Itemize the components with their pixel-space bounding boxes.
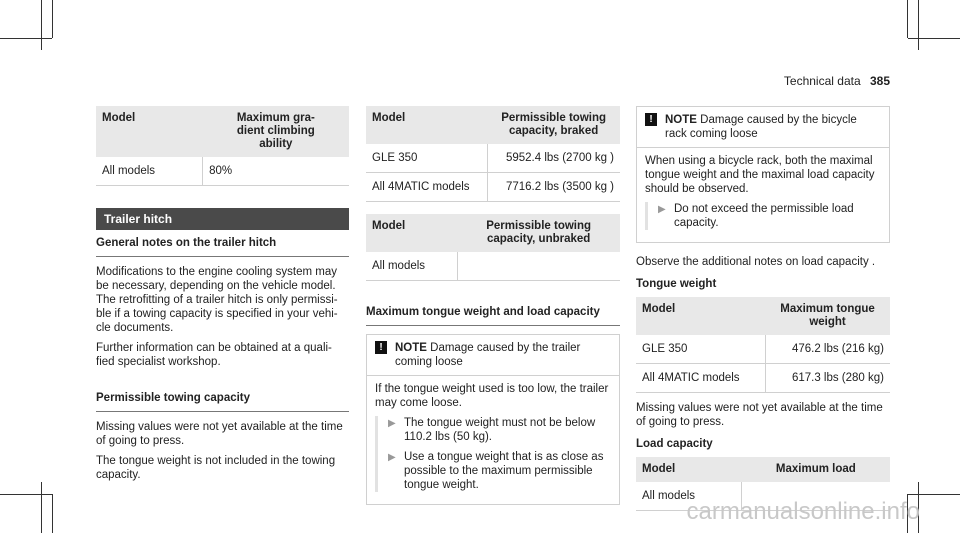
table-header: Permissible towing capacity, unbraked <box>457 214 620 252</box>
list-item <box>388 450 611 492</box>
table-cell: All 4MATIC models <box>366 173 487 202</box>
arrow-right-icon: ▶ <box>658 204 666 215</box>
table-cell: 476.2 lbs (216 kg) <box>765 335 890 364</box>
crop-mark <box>0 38 52 39</box>
table-header: Model <box>636 297 765 335</box>
crop-mark <box>52 494 53 533</box>
table-header: Model <box>366 106 487 144</box>
crop-mark <box>908 494 960 495</box>
table-header: Model <box>366 214 457 252</box>
table-header: Model <box>96 106 203 157</box>
table-cell: 5952.4 lbs (2700 kg ) <box>487 144 620 173</box>
note-title: Damage caused by the bicycle rack coming loose <box>665 114 857 140</box>
section-heading: Maximum tongue weight and load capacity <box>366 299 620 326</box>
crop-mark <box>908 38 960 39</box>
braked-table <box>366 106 620 202</box>
table-cell: All models <box>636 482 742 511</box>
arrow-right-icon: ▶ <box>388 418 396 429</box>
note-title: Damage caused by the trailer coming loose <box>395 342 581 368</box>
note-body: If the tongue weight used is too low, the trailer may come loose. <box>375 383 609 409</box>
table-cell: All 4MATIC models <box>636 364 765 393</box>
table-cell: 7716.2 lbs (3500 kg ) <box>487 173 620 202</box>
note-box <box>366 334 620 505</box>
crop-mark <box>41 482 42 533</box>
table-row <box>636 335 890 364</box>
paragraph: Observe the additional notes on load capacity . <box>636 256 876 268</box>
table-row <box>636 364 890 393</box>
table-cell: 80% <box>203 157 349 186</box>
tongue-weight-table <box>636 297 890 393</box>
arrow-right-icon: ▶ <box>388 452 396 463</box>
table-row <box>96 157 349 186</box>
section-bar: Trailer hitch <box>96 208 349 230</box>
list-item-text: Use a tongue weight that is as close as possible to the maximum permissible tongue weight. <box>404 451 604 491</box>
unbraked-table <box>366 214 620 281</box>
column-2 <box>366 106 620 505</box>
list-item-text: Do not exceed the permissible load capacity. <box>674 203 854 229</box>
crop-mark <box>41 0 42 50</box>
note-body: When using a bicycle rack, both the maximal tongue weight and the maximal load capacity should be observed. <box>645 155 875 195</box>
column-3 <box>636 106 890 511</box>
table-header: Permissible towing capacity, braked <box>487 106 620 144</box>
table-cell <box>457 252 620 281</box>
gradient-table <box>96 106 349 186</box>
table-cell: All models <box>366 252 457 281</box>
table-header: Maximum tongue weight <box>765 297 890 335</box>
table-row <box>366 252 620 281</box>
page-number: 385 <box>869 74 890 88</box>
column-1 <box>96 106 349 488</box>
table-header: Maximum gra- dient climbing ability <box>203 106 349 157</box>
note-label: NOTE <box>665 114 697 126</box>
crop-mark <box>918 0 919 50</box>
list-item <box>658 202 881 230</box>
table-cell: GLE 350 <box>636 335 765 364</box>
section-heading: General notes on the trailer hitch <box>96 230 349 257</box>
subheading: Tongue weight <box>636 278 717 290</box>
table-header: Maximum load <box>742 457 890 482</box>
crop-mark <box>907 0 908 38</box>
section-heading: Permissible towing capacity <box>96 385 349 412</box>
table-cell: All models <box>96 157 203 186</box>
paragraph: Further information can be obtained at a quali- fied specialist workshop. <box>96 342 332 368</box>
page-header <box>784 74 890 88</box>
section-title: Technical data <box>783 74 861 88</box>
table-row <box>366 173 620 202</box>
note-box <box>636 106 890 243</box>
warning-icon: ! <box>375 341 387 354</box>
paragraph: Missing values were not yet available at the time of going to press. <box>96 421 343 447</box>
list-item-text: The tongue weight must not be below 110.2 lbs (50 kg). <box>404 417 596 443</box>
table-cell: GLE 350 <box>366 144 487 173</box>
crop-mark <box>0 494 52 495</box>
list-item <box>388 416 611 444</box>
subheading: Load capacity <box>636 438 713 450</box>
watermark: carmanualsonline.info <box>686 498 920 525</box>
paragraph: Missing values were not yet available at the time of going to press. <box>636 402 883 428</box>
table-cell: 617.3 lbs (280 kg) <box>765 364 890 393</box>
table-row <box>366 144 620 173</box>
warning-icon: ! <box>645 113 657 126</box>
table-header: Model <box>636 457 742 482</box>
crop-mark <box>52 0 53 38</box>
paragraph: Modifications to the engine cooling system may be necessary, depending on the vehicle model. The retrofitting of a trailer hitch is only permissi- ble if a towing capacity is specified in your vehi- cle documents. <box>96 266 338 334</box>
note-label: NOTE <box>395 342 427 354</box>
paragraph: The tongue weight is not included in the towing capacity. <box>96 455 336 481</box>
